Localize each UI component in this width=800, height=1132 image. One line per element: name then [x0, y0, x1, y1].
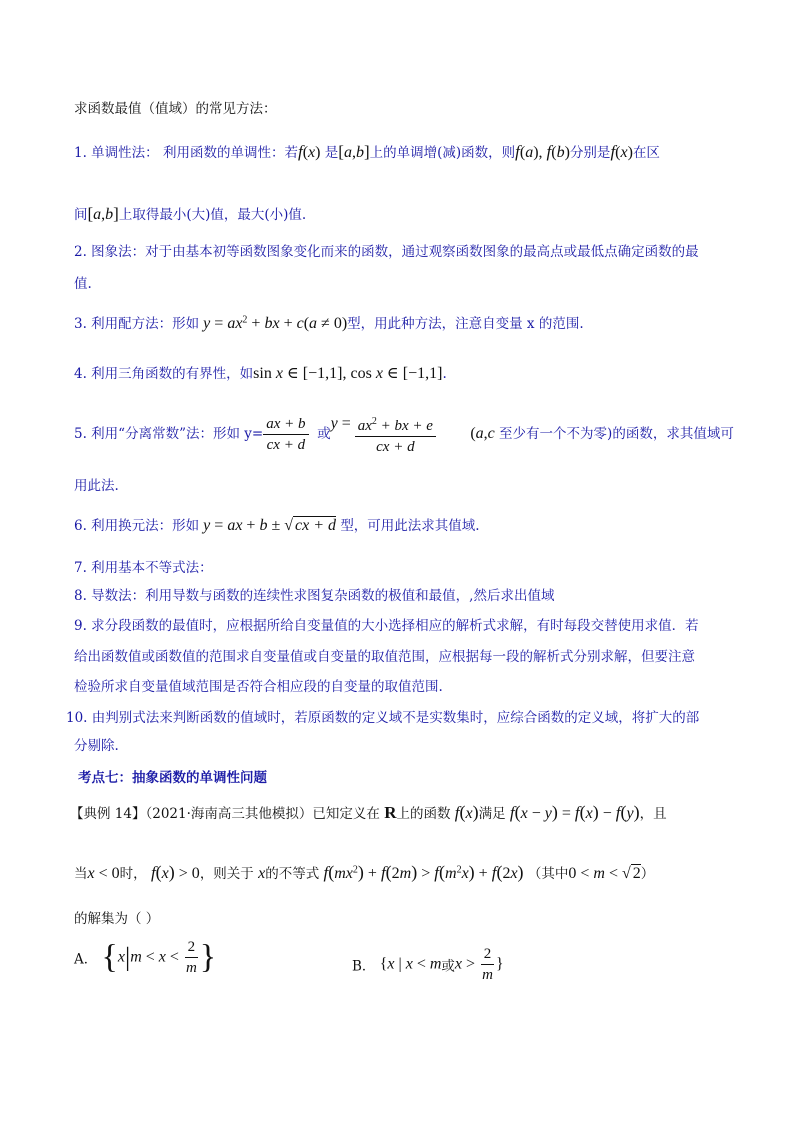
page-title: 求函数最值（值域）的常见方法： — [74, 101, 277, 117]
method-9: 9. 求分段函数的最值时，应根据所给自变量值的大小选择相应的解析式求解，有时每段交替使用求值．若 — [74, 618, 699, 634]
option-b[interactable]: B． {x | x < m或x > $\frac{2}{m}$ } — [352, 946, 504, 983]
method-2: 2. 图象法：对于由基本初等函数图象变化而来的函数，通过观察函数图象的最高点或最低点确定函数的最 — [74, 244, 699, 260]
method-6: 6. 利用换元法：形如 y = ax + b ± √ cx + d 型，可用此法求其值域. — [74, 517, 480, 534]
example-line-1: 【典例 14】（2021·海南高三其他模拟）已知定义在 R上的函数 f(x)满足 f(x − y) = f(x) − f(y)，且 — [70, 802, 667, 822]
section-heading: 考点七：抽象函数的单调性问题 — [78, 770, 267, 786]
method-9-cont-1: 给出函数值或函数值的范围求自变量值或自变量的取值范围，应根据每一段的解析式分别求解，但要注意 — [74, 649, 695, 665]
method-5: 5. 利用“分离常数”法：形如 y= $\frac{ax + b}{cx + d}$ 或y = $\frac{ax^2 + bx + e}{cx + d}$ (a,c 至少有一个不为零)的函数，求其值域可 — [74, 412, 734, 457]
method-10-cont: 分剔除. — [74, 738, 119, 754]
method-10: 10. 由判别式法来判断函数的值域时，若原函数的定义域不是实数集时，应综合函数的定义域，将扩大的部 — [66, 710, 700, 726]
method-8: 8. 导数法：利用导数与函数的连续性求图复杂函数的极值和最值，,然后求出值域 — [74, 588, 555, 604]
method-9-cont-2: 检验所求自变量值域范围是否符合相应段的自变量的取值范围. — [74, 679, 443, 695]
example-line-3: 的解集为（ ） — [74, 911, 160, 927]
option-a[interactable]: A． {x|m < x < $\frac{2}{m}$ } — [74, 938, 217, 976]
method-1-cont: 间[a,b]上取得最小(大)值，最大(小)值. — [74, 204, 307, 223]
method-7: 7. 利用基本不等式法： — [74, 560, 213, 576]
method-3: 3. 利用配方法：形如 $y = ax^2$ + bx + c(a ≠ 0)型，用此种方法，注意自变量 x 的范围. — [74, 314, 584, 332]
example-line-2: 当x < 0时， f(x) > 0，则关于 x的不等式 $f(mx^2) + f(2m) > f(m^2x) + f(2x)$ （其中0 < m < √ 2） — [74, 862, 655, 882]
method-2-cont: 值. — [74, 276, 92, 292]
method-4: 4. 利用三角函数的有界性，如sin x ∈ [−1,1], cos x ∈ [−1,1]. — [74, 365, 447, 382]
method-5-cont: 用此法. — [74, 478, 119, 494]
method-1: 1. 单调性法： 利用函数的单调性：若f(x) 是[a,b]上的单调增(减)函数，则f(a), f(b)分别是f(x)在区 — [74, 142, 660, 161]
